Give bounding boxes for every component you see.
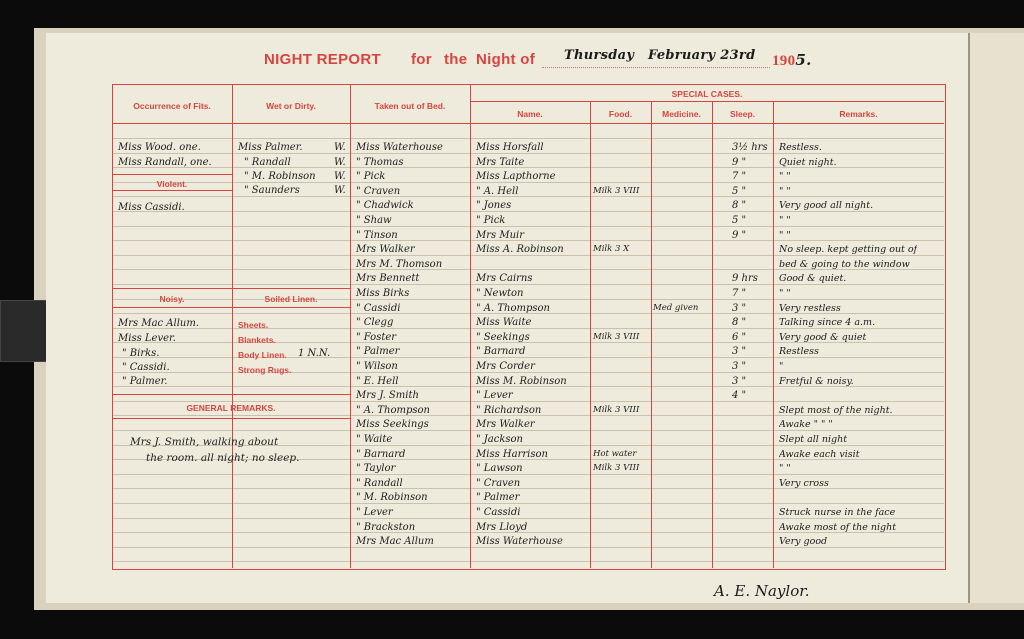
taken-out-of-bed-entry: Miss Birks — [356, 288, 410, 299]
special-case-name: " Lever — [476, 390, 513, 402]
wet-dirty-mark: W. — [334, 171, 346, 182]
taken-out-of-bed-entry: Miss Waterhouse — [356, 142, 443, 153]
col-divider — [350, 84, 351, 568]
special-case-name: Mrs Corder — [476, 361, 535, 372]
title-for: for — [411, 51, 432, 68]
violent-line — [112, 190, 232, 191]
header-noisy: Noisy. — [159, 294, 185, 304]
taken-out-of-bed-entry: Miss Seekings — [356, 419, 429, 431]
special-case-sleep: 3 " — [732, 375, 747, 387]
special-case-name: " Pick — [476, 215, 506, 226]
fits-entry: Miss Randall, one. — [118, 157, 212, 168]
special-case-name: " Richardson — [476, 404, 542, 416]
date-dotted-line — [542, 67, 770, 68]
violent-line — [112, 174, 232, 175]
special-case-sleep: 6 " — [732, 331, 747, 343]
taken-out-of-bed-entry: " M. Robinson — [356, 492, 428, 504]
col-divider — [773, 101, 774, 568]
special-case-sleep: 3½ hrs — [732, 142, 768, 153]
header-sleep: Sleep. — [729, 109, 756, 119]
taken-out-of-bed-entry: " Cassidi — [356, 302, 401, 314]
taken-out-of-bed-entry: " Craven — [356, 185, 401, 197]
special-case-name: " Craven — [476, 477, 521, 489]
special-case-sleep: 7 " — [732, 288, 747, 299]
col-divider — [232, 84, 233, 568]
general-remark-line: the room. all night; no sleep. — [146, 452, 300, 464]
general-remark-line: Mrs J. Smith, walking about — [130, 436, 279, 448]
special-case-name: Miss Waite — [476, 317, 532, 329]
header-bottom-line — [112, 123, 944, 124]
special-case-food: Milk 3 VIII — [593, 331, 640, 342]
special-case-remarks: Slept most of the night. — [779, 404, 893, 416]
special-case-sleep: 5 " — [732, 215, 747, 226]
col-divider — [651, 101, 652, 568]
header-wet-or-dirty: Wet or Dirty. — [266, 101, 316, 111]
special-case-name: Miss Horsfall — [476, 142, 544, 153]
header-occurrence-of-fits: Occurrence of Fits. — [133, 101, 211, 111]
special-case-remarks: " " — [779, 463, 791, 475]
report-title — [0, 48, 1024, 72]
special-case-name: Miss Waterhouse — [476, 536, 563, 548]
label-sheets: Sheets. — [238, 320, 269, 330]
special-case-name: " Lawson — [476, 463, 523, 475]
special-case-name: Miss Harrison — [476, 448, 548, 460]
general-remarks-line — [112, 394, 350, 395]
wet-dirty-mark: W. — [334, 142, 346, 153]
special-case-remarks: Very restless — [779, 302, 841, 314]
special-case-remarks: Awake " " " — [779, 419, 833, 431]
title-year — [772, 51, 812, 70]
special-case-remarks: Very good all night. — [779, 200, 874, 212]
special-case-food: Hot water — [593, 448, 637, 459]
special-case-remarks: " — [779, 361, 784, 372]
header-taken-out-of-bed: Taken out of Bed. — [374, 101, 446, 111]
taken-out-of-bed-entry: " Foster — [356, 331, 397, 343]
header-medicine: Medicine. — [662, 109, 701, 119]
label-blankets: Blankets. — [238, 335, 276, 345]
special-case-food: Milk 3 X — [593, 244, 630, 255]
special-case-name: Mrs Cairns — [476, 273, 533, 285]
special-case-remarks: " " — [779, 215, 791, 226]
header-food: Food. — [608, 109, 633, 119]
special-case-name: Miss A. Robinson — [476, 244, 564, 256]
noisy-line — [112, 288, 350, 289]
wet-dirty-mark: W. — [334, 185, 346, 196]
special-case-food: Milk 3 VIII — [593, 404, 640, 415]
col-divider — [470, 84, 471, 568]
special-case-name: " Palmer — [476, 492, 520, 504]
facing-page — [968, 33, 1024, 603]
year-prefix: 190 — [772, 53, 796, 69]
special-case-remarks: Fretful & noisy. — [779, 375, 854, 387]
taken-out-of-bed-entry: " Clegg — [356, 317, 394, 329]
special-case-remarks: Talking since 4 a.m. — [779, 317, 876, 329]
general-remarks-line — [112, 418, 350, 419]
special-case-remarks: Restless — [779, 346, 819, 358]
signature: A. E. Naylor. — [714, 582, 810, 600]
title-the: the — [444, 51, 468, 68]
special-case-sleep: 3 " — [732, 361, 747, 372]
taken-out-of-bed-entry: " Barnard — [356, 448, 406, 460]
wet-dirty-name: " Randall — [244, 157, 291, 168]
header-name: Name. — [517, 109, 543, 119]
taken-out-of-bed-entry: " Taylor — [356, 463, 396, 475]
special-case-name: Miss M. Robinson — [476, 375, 567, 387]
body-linen-value: 1 N.N. — [298, 348, 331, 359]
special-case-remarks: Slept all night — [779, 434, 848, 445]
col-divider — [712, 101, 713, 568]
taken-out-of-bed-entry: Mrs J. Smith — [356, 390, 419, 402]
special-case-food: Milk 3 VIII — [593, 185, 640, 196]
year-suffix: 5. — [795, 51, 812, 69]
special-case-name: " Cassidi — [476, 507, 521, 518]
wet-dirty-name: " Saunders — [244, 185, 300, 196]
special-case-remarks: " " — [779, 171, 791, 183]
special-case-remarks: Very good — [779, 536, 828, 548]
taken-out-of-bed-entry: " Randall — [356, 477, 403, 489]
special-case-sleep: 8 " — [732, 317, 747, 329]
col-divider — [590, 101, 591, 568]
special-case-sleep: 9 hrs — [732, 273, 758, 285]
special-case-sleep: 9 " — [732, 156, 747, 168]
noisy-entry: Miss Lever. — [118, 333, 176, 344]
taken-out-of-bed-entry: " Chadwick — [356, 200, 414, 212]
wet-dirty-name: Miss Palmer. — [238, 142, 303, 153]
title-night-report: NIGHT REPORT — [264, 51, 381, 68]
taken-out-of-bed-entry: Mrs M. Thomson — [356, 258, 443, 270]
special-case-remarks: Awake most of the night — [779, 521, 897, 533]
special-case-name: Miss Lapthorne — [476, 171, 556, 183]
special-case-name: " A. Thompson — [476, 302, 550, 314]
taken-out-of-bed-entry: " Brackston — [356, 521, 416, 533]
special-case-remarks: No sleep. kept getting out of — [779, 244, 918, 256]
violent-entry: Miss Cassidi. — [118, 202, 185, 213]
special-case-name: " Jackson — [476, 434, 524, 445]
special-case-name: " A. Hell — [476, 185, 519, 197]
taken-out-of-bed-entry: Mrs Bennett — [356, 273, 420, 285]
special-case-sleep: 3 " — [732, 302, 747, 314]
special-case-sleep: 8 " — [732, 200, 747, 212]
taken-out-of-bed-entry: " Waite — [356, 434, 393, 445]
wet-dirty-mark: W. — [334, 157, 346, 168]
header-special-cases: SPECIAL CASES. — [671, 89, 743, 99]
special-case-remarks: Very cross — [779, 477, 829, 489]
special-case-name: " Newton — [476, 288, 524, 299]
taken-out-of-bed-entry: Mrs Mac Allum — [356, 536, 434, 548]
noisy-entry: " Palmer. — [122, 376, 168, 387]
report-date: February 23rd — [648, 48, 756, 63]
header-violent: Violent. — [156, 179, 188, 189]
header-general-remarks: GENERAL REMARKS. — [186, 403, 276, 413]
special-case-name: " Jones — [476, 200, 512, 212]
special-case-remarks: Awake each visit — [779, 448, 860, 460]
taken-out-of-bed-entry: " Tinson — [356, 229, 398, 241]
special-case-sleep: 5 " — [732, 185, 747, 197]
special-case-remarks: " " — [779, 185, 791, 197]
special-case-sleep: 4 " — [732, 390, 747, 402]
special-case-name: " Seekings — [476, 331, 530, 343]
report-day: Thursday — [564, 48, 635, 63]
taken-out-of-bed-entry: " Wilson — [356, 361, 398, 372]
special-case-sleep: 9 " — [732, 229, 747, 241]
header-remarks: Remarks. — [839, 109, 878, 119]
noisy-entry: " Birks. — [122, 348, 160, 359]
taken-out-of-bed-entry: " Lever — [356, 507, 393, 518]
special-case-name: Mrs Lloyd — [476, 521, 528, 533]
taken-out-of-bed-entry: " Thomas — [356, 156, 404, 168]
noisy-line — [112, 307, 350, 308]
header-soiled-linen: Soiled Linen. — [264, 294, 318, 304]
special-case-remarks: Very good & quiet — [779, 331, 867, 343]
special-cases-divider — [470, 101, 944, 102]
special-case-remarks: bed & going to the window — [779, 258, 910, 270]
label-strong-rugs: Strong Rugs. — [238, 365, 292, 375]
taken-out-of-bed-entry: " Palmer — [356, 346, 400, 358]
special-case-remarks: Quiet night. — [779, 156, 837, 168]
taken-out-of-bed-entry: " E. Hell — [356, 375, 399, 387]
title-night-of: Night of — [476, 51, 536, 68]
special-case-sleep: 3 " — [732, 346, 747, 358]
taken-out-of-bed-entry: Mrs Walker — [356, 244, 415, 256]
special-case-sleep: 7 " — [732, 171, 747, 183]
special-case-name: " Barnard — [476, 346, 526, 358]
special-case-medicine: Med given — [653, 302, 699, 313]
taken-out-of-bed-entry: " A. Thompson — [356, 404, 430, 416]
special-case-name: Mrs Walker — [476, 419, 535, 431]
taken-out-of-bed-entry: " Shaw — [356, 215, 392, 226]
special-case-name: Mrs Muir — [476, 229, 524, 241]
special-case-remarks: Good & quiet. — [779, 273, 847, 285]
special-case-food: Milk 3 VIII — [593, 463, 640, 474]
noisy-entry: " Cassidi. — [122, 362, 170, 373]
special-case-remarks: Struck nurse in the face — [779, 507, 896, 518]
special-case-remarks: Restless. — [779, 142, 822, 153]
special-case-remarks: " " — [779, 229, 791, 241]
wet-dirty-name: " M. Robinson — [244, 171, 316, 182]
special-case-name: Mrs Taite — [476, 156, 525, 168]
label-body-linen: Body Linen. — [238, 350, 287, 360]
special-case-remarks: " " — [779, 288, 791, 299]
taken-out-of-bed-entry: " Pick — [356, 171, 386, 183]
noisy-entry: Mrs Mac Allum. — [118, 318, 200, 329]
fits-entry: Miss Wood. one. — [118, 142, 201, 153]
